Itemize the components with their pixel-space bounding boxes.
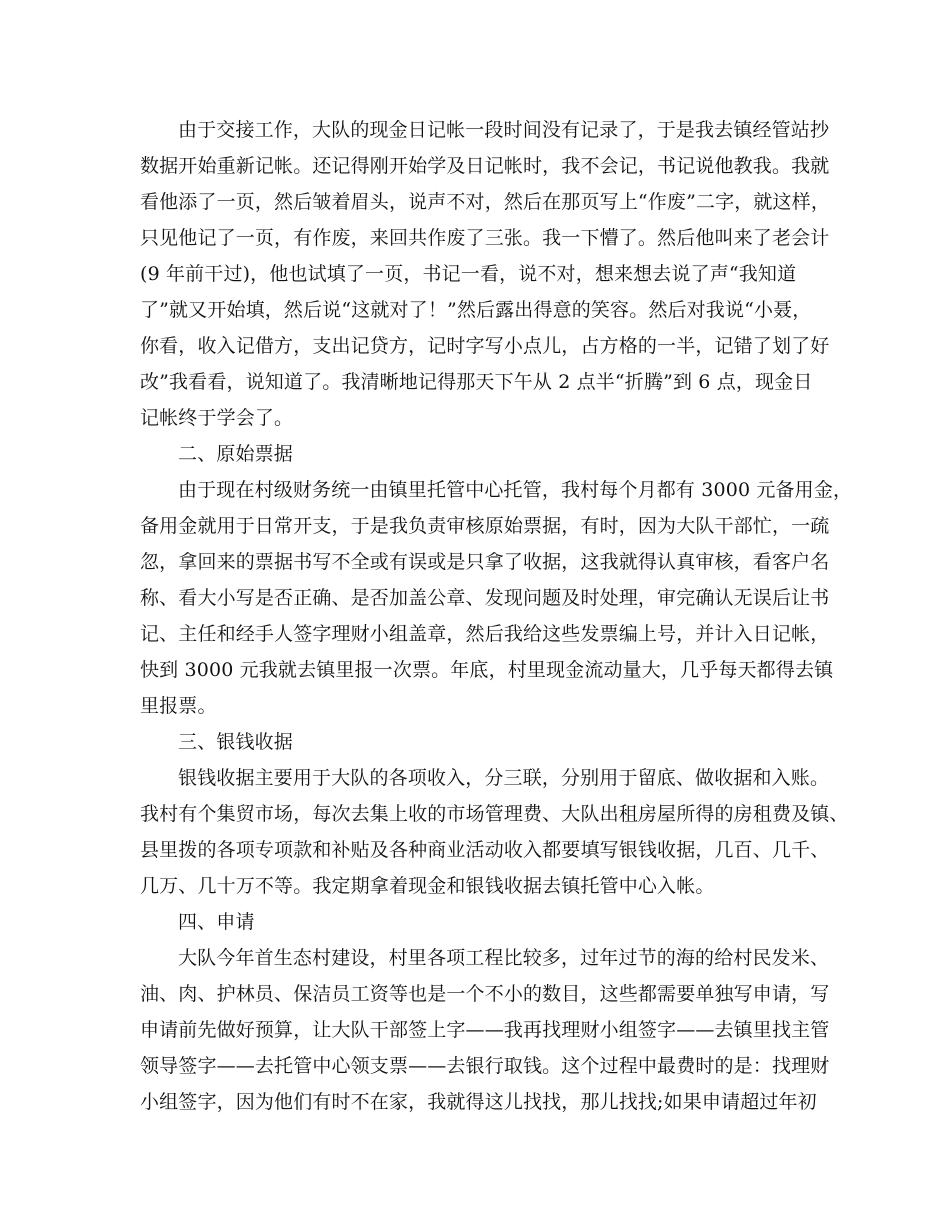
- paragraph-line: 记帐终于学会了。: [140, 407, 294, 429]
- paragraph-line: 由于现在村级财务统一由镇里托管中心托管，我村每个月都有 3000 元备用金，: [178, 479, 853, 501]
- paragraph-line: (9 年前干过)，他也试填了一页，书记一看，说不对，想来想去说了声“我知道: [140, 263, 797, 285]
- paragraph-cash-journal: [140, 112, 830, 436]
- paragraph-line: 县里拨的各项专项款和补贴及各种商业活动收入都要填写银钱收据，几百、几千、: [140, 839, 830, 861]
- paragraph-line: 数据开始重新记帐。还记得刚开始学及日记帐时，我不会记，书记说他教我。我就: [140, 155, 830, 177]
- paragraph-line: 由于交接工作，大队的现金日记帐一段时间没有记录了，于是我去镇经管站抄: [178, 119, 830, 141]
- section-heading-original-receipts: 二、原始票据: [178, 443, 293, 465]
- paragraph-line: 申请前先做好预算，让大队干部签上字——我再找理财小组签字——去镇里找主管: [140, 1019, 830, 1041]
- section-heading-cash-receipts: 三、银钱收据: [178, 731, 293, 753]
- paragraph-line: 大队今年首生态村建设，村里各项工程比较多，过年过节的海的给村民发米、: [178, 947, 830, 969]
- paragraph-cash-receipts: [140, 760, 849, 904]
- document-body: [140, 112, 853, 1120]
- paragraph-line: 称、看大小写是否正确、是否加盖公章、发现问题及时处理，审完确认无误后让书: [140, 587, 830, 609]
- paragraph-line: 看他添了一页，然后皱着眉头，说声不对，然后在那页写上“作废”二字，就这样，: [140, 191, 830, 213]
- paragraph-line: 记、主任和经手人签字理财小组盖章，然后我给这些发票编上号，并计入日记帐，: [140, 623, 830, 645]
- paragraph-line: 我村有个集贸市场，每次去集上收的市场管理费、大队出租房屋所得的房租费及镇、: [140, 803, 849, 825]
- paragraph-line: 快到 3000 元我就去镇里报一次票。年底，村里现金流动量大，几乎每天都得去镇: [140, 659, 834, 681]
- paragraph-line: 忽，拿回来的票据书写不全或有误或是只拿了收据，这我就得认真审核，看客户名: [140, 551, 830, 573]
- paragraph-line: 了”就又开始填，然后说“这就对了！”然后露出得意的笑容。然后对我说“小聂，: [140, 299, 812, 321]
- paragraph-line: 改”我看看，说知道了。我清晰地记得那天下午从 2 点半“折腾”到 6 点，现金日: [140, 371, 813, 393]
- paragraph-line: 几万、几十万不等。我定期拿着现金和银钱收据去镇托管中心入帐。: [140, 875, 715, 897]
- section-heading-application: 四、申请: [178, 911, 255, 933]
- paragraph-line: 领导签字——去托管中心领支票——去银行取钱。这个过程中最费时的是：找理财: [140, 1055, 830, 1077]
- paragraph-line: 里报票。: [140, 695, 217, 717]
- paragraph-line: 油、肉、护林员、保洁员工资等也是一个不小的数目，这些都需要单独写申请，写: [140, 983, 830, 1005]
- paragraph-original-receipts: [140, 472, 853, 724]
- paragraph-line: 你看，收入记借方，支出记贷方，记时字写小点儿，占方格的一半，记错了划了好: [140, 335, 830, 357]
- paragraph-line: 银钱收据主要用于大队的各项收入，分三联，分别用于留底、做收据和入账。: [178, 767, 830, 789]
- paragraph-application: [140, 940, 830, 1120]
- paragraph-line: 只见他记了一页，有作废，来回共作废了三张。我一下懵了。然后他叫来了老会计: [140, 227, 830, 249]
- paragraph-line: 备用金就用于日常开支，于是我负责审核原始票据，有时，因为大队干部忙，一疏: [140, 515, 830, 537]
- paragraph-line: 小组签字，因为他们有时不在家，我就得这儿找找，那儿找找;如果申请超过年初: [140, 1091, 817, 1113]
